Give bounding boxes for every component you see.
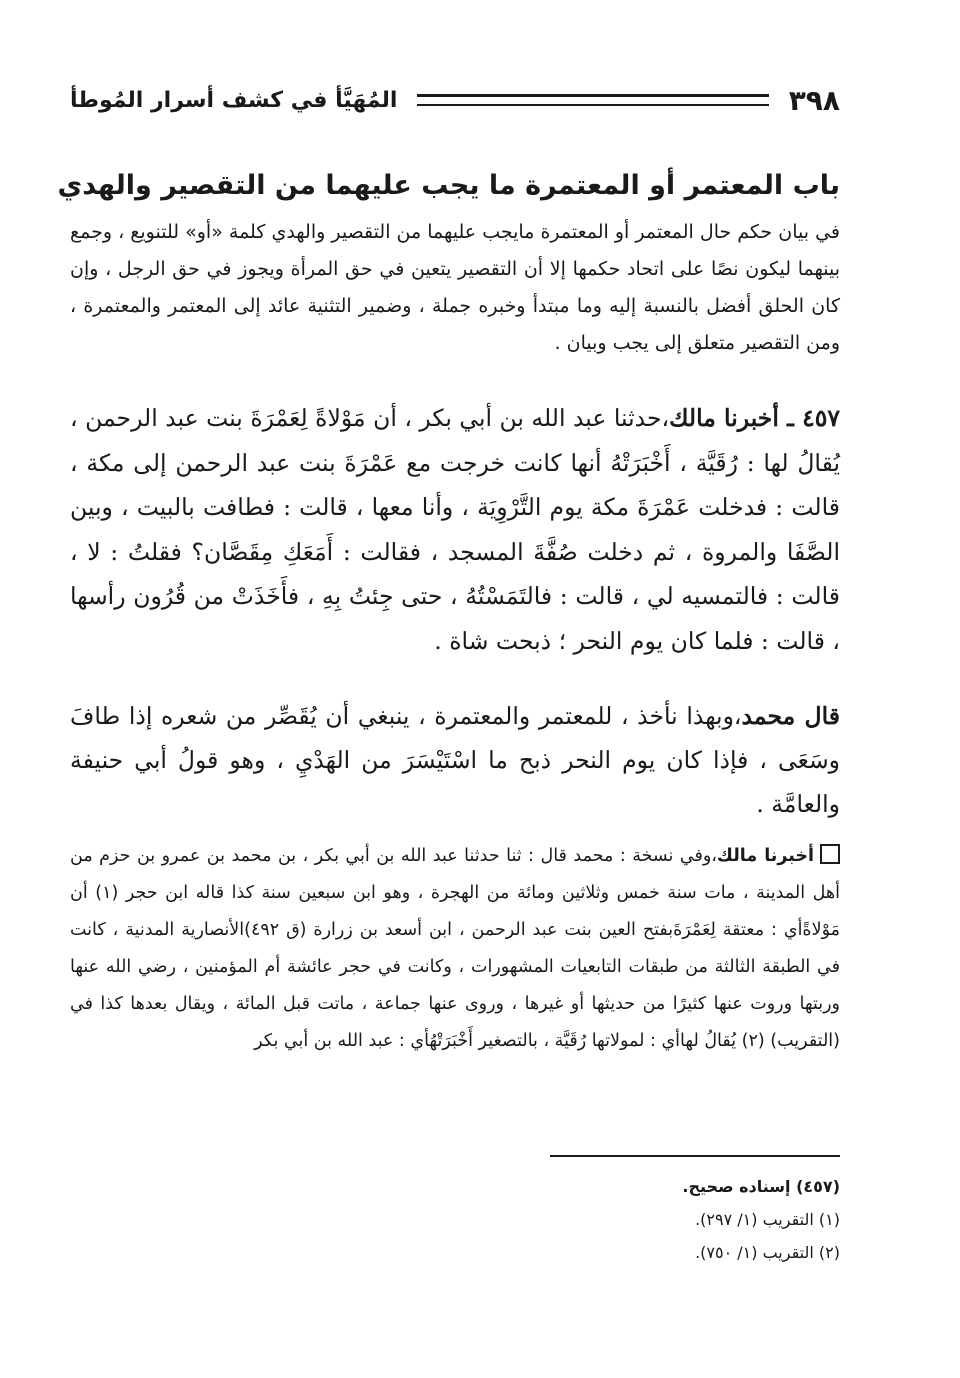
footnotes [200, 1170, 840, 1269]
hadith-paragraph [70, 396, 840, 664]
explanatory-notes [70, 838, 840, 1060]
running-header [70, 80, 840, 120]
chapter-title: باب المعتمر أو المعتمرة ما يجب عليهما من التقصير والهدي [57, 170, 840, 201]
commentary-label: قال محمد [741, 702, 841, 730]
footnote-item: (١) التقريب (١/ ٢٩٧). [695, 1210, 840, 1229]
hadith-text: ،حدثنا عبد الله بن أبي بكر ، أن مَوْلاةً لِعَمْرَةَ بنت عبد الرحمن ، يُقالُ لها : رُقَيَّة ، أَخْبَرَتْهُ أنها كانت خرجت مع عَمْرَةَ بنت عبد الرحمن إلى مكة ، قالت : فدخلت عَمْرَةَ مكة يوم التَّرْوِيَة ، وأنا معها ، قالت : فطافت بالبيت ، وبين الصَّفَا والمروة ، ثم دخلت صُفَّةَ المسجد ، فقالت : أَمَعَكِ مِقَصَّان؟ فقلتُ : لا ، قالت : فالتمسيه لي ، قالت : فالتَمَسْتُهُ ، حتى جِئتُ بِهِ ، فأَخَذَتْ من قُرُون رأسها ، قالت : فلما كان يوم النحر ؛ ذبحت شاة . [70, 404, 840, 655]
footnote-item: (٤٥٧) إسناده صحيح. [682, 1177, 840, 1196]
hadith-label: ٤٥٧ ـ أخبرنا مالك [669, 404, 840, 432]
page-number: ٣٩٨ [788, 83, 840, 117]
square-box-icon [820, 844, 840, 864]
notes-text: ،وفي نسخة : محمد قال : ثنا حدثنا عبد الله بن أبي بكر ، بن محمد بن عمرو بن حزم من أهل المدينة ، مات سنة خمس وثلاثين ومائة من الهجرة ، وهو ابن سبعين سنة كذا قاله ابن حجر (١) أن مَوْلاةًأي : معتقة لِعَمْرَةَبفتح العين بنت عبد الرحمن ، ابن أسعد بن زرارة (ق ٤٩٢)الأنصارية المدنية ، كانت في الطبقة الثالثة من طبقات التابعيات المشهورات ، وكانت في حجر عائشة أم المؤمنين ، رضي الله عنها وربتها وروت عنها كثيرًا من حديثها أو غيرها ، وروى عنها جماعة ، ماتت قبل المائة ، ويقال بعدها كذا في (التقريب) (٢) يُقالُ لهاأي : لمولاتها رُقَيَّة ، بالتصغير أَخْبَرَتْهُأي : عبد الله بن أبي بكر [70, 846, 841, 1051]
chapter-intro: في بيان حكم حال المعتمر أو المعتمرة مايجب عليهما من التقصير والهدي كلمة «أو» للتنويع ، وجمع بينهما ليكون نصًا على اتحاد حكمها إلا أن التقصير يتعين في حق المرأة ويجوز في حق الرجل ، وإن كان الحلق أفضل بالنسبة إليه وما مبتدأ وخبره جملة ، وضمير التثنية عائد إلى المعتمر والمعتمرة ، ومن التقصير متعلق إلى يجب وبيان . [70, 221, 840, 354]
header-double-rule [417, 94, 768, 106]
commentary-text: ،وبهذا نأخذ ، للمعتمر والمعتمرة ، ينبغي أن يُقَصِّر من شعره إذا طافَ وسَعَى ، فإذا كان يوم النحر ذبح ما اسْتَيْسَرَ من الهَدْيِ ، وهو قولُ أبي حنيفة والعامَّة . [70, 702, 840, 818]
footnote-divider [550, 1155, 840, 1157]
notes-label: أخبرنا مالك [716, 846, 814, 866]
footnote-item: (٢) التقريب (١/ ٧٥٠). [695, 1243, 840, 1262]
book-title: المُهَيَّأ في كشف أسرار المُوطأ [70, 87, 398, 113]
commentary-paragraph [70, 694, 840, 826]
